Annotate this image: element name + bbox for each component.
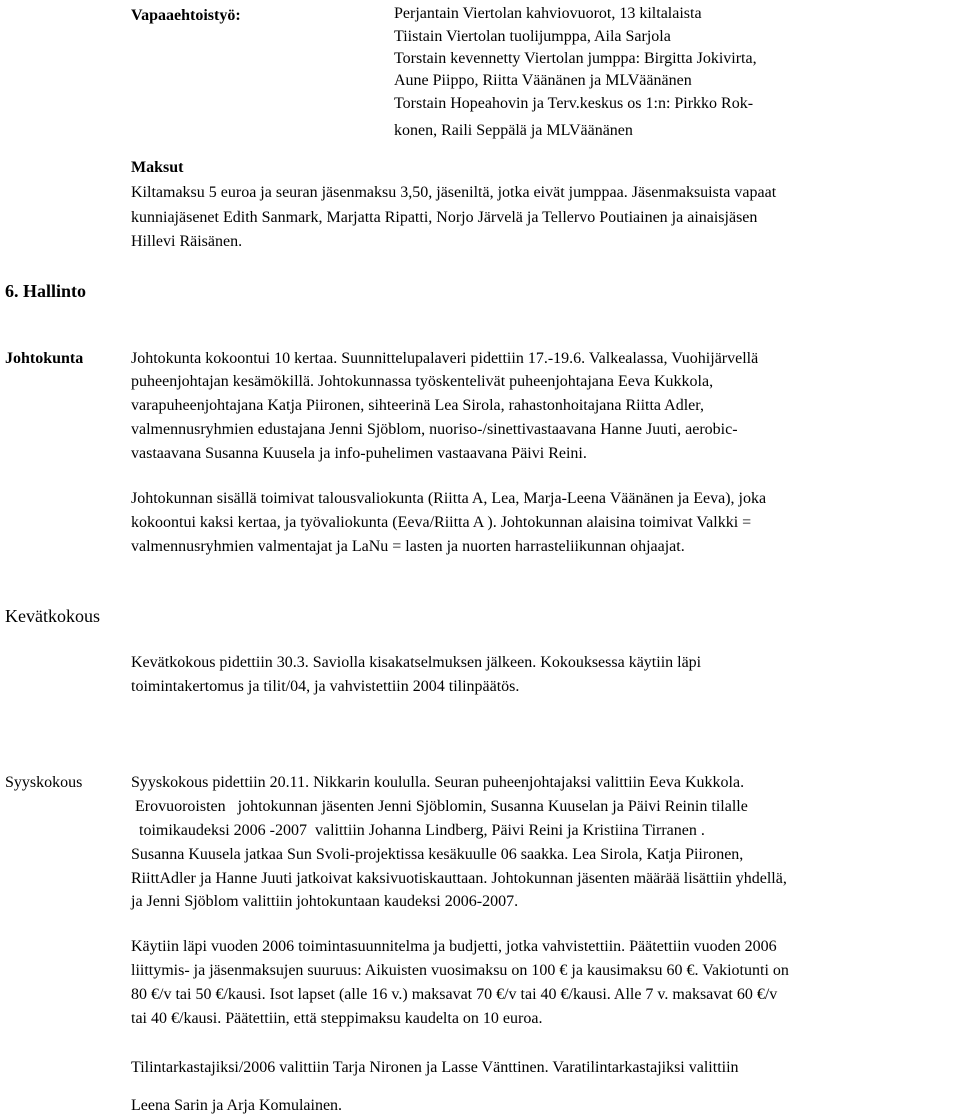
paragraph-line: puheenjohtajan kesämökillä. Johtokunnassa työskentelivät puheenjohtajana Eeva Kukkola, [131,373,714,390]
paragraph-line: varapuheenjohtajana Katja Piironen, sihteerinä Lea Sirola, rahastonhoitajana Riitta Adler, [131,397,704,414]
paragraph-line: kunniajäsenet Edith Sanmark, Marjatta Ripatti, Norjo Järvelä ja Tellervo Poutiainen ja ainaisjäsen [131,209,758,226]
paragraph-line: Susanna Kuusela jatkaa Sun Svoli-projektissa kesäkuulle 06 saakka. Lea Sirola, Katja Piironen, [131,846,744,863]
paragraph-line: valmennusryhmien edustajana Jenni Sjöblom, nuoriso-/sinettivastaavana Hanne Juuti, aerobic- [131,421,738,438]
paragraph-line: Johtokunnan sisällä toimivat talousvaliokunta (Riitta A, Lea, Marja-Leena Väänänen ja Eeva), joka [131,490,767,507]
paragraph-line: RiittAdler ja Hanne Juuti jatkoivat kaksivuotiskauttaan. Johtokunnan jäsenten määrää lisättiin yhdellä, [131,870,787,887]
section-heading-hallinto: 6. Hallinto [5,281,87,301]
list-item: Torstain kevennetty Viertolan jumppa: Birgitta Jokivirta, [394,50,757,67]
list-item: Torstain Hopeahovin ja Terv.keskus os 1:n: Pirkko Rok- [394,95,754,112]
paragraph-line: ja Jenni Sjöblom valittiin johtokuntaan kaudeksi 2006-2007. [131,893,519,910]
paragraph-line: kokoontui kaksi kertaa, ja työvaliokunta (Eeva/Riitta A ). Johtokunnan alaisina toimivat Valkki = [131,514,752,531]
paragraph-line: Leena Sarin ja Arja Komulainen. [131,1097,343,1114]
paragraph-line: valmennusryhmien valmentajat ja LaNu = lasten ja nuorten harrasteliikunnan ohjaajat. [131,538,685,555]
list-item: Aune Piippo, Riitta Väänänen ja MLVäänänen [394,72,692,89]
paragraph-line: toimintakertomus ja tilit/04, ja vahvistettiin 2004 tilinpäätös. [131,678,520,695]
johtokunta-label: Johtokunta [5,350,84,367]
paragraph-line: Käytiin läpi vuoden 2006 toimintasuunnitelma ja budjetti, jotka vahvistettiin. Päätettiin vuoden 2006 [131,938,777,955]
syyskokous-label: Syyskokous [5,774,83,791]
vapaaehtoistyo-label: Vapaaehtoistyö: [131,7,241,24]
paragraph-line: Tilintarkastajiksi/2006 valittiin Tarja Nironen ja Lasse Vänttinen. Varatilintarkastajiksi valittiin [131,1059,739,1076]
maksut-heading: Maksut [131,159,184,176]
paragraph-line: Hillevi Räisänen. [131,233,243,250]
list-item: Tiistain Viertolan tuolijumppa, Aila Sarjola [394,28,671,45]
paragraph-line: Kiltamaksu 5 euroa ja seuran jäsenmaksu 3,50, jäseniltä, jotka eivät jumppaa. Jäsenmaksuista vapaat [131,184,777,201]
kevatkokous-label: Kevätkokous [5,606,100,626]
paragraph-line: tai 40 €/kausi. Päätettiin, että steppimaksu kaudelta on 10 euroa. [131,1010,543,1027]
list-item: konen, Raili Seppälä ja MLVäänänen [394,122,633,139]
paragraph-line: Erovuoroisten johtokunnan jäsenten Jenni Sjöblomin, Susanna Kuuselan ja Päivi Reinin tilalle [131,798,748,815]
list-item: Perjantain Viertolan kahviovuorot, 13 kiltalaista [394,5,702,22]
paragraph-line: vastaavana Susanna Kuusela ja info-puhelimen vastaavana Päivi Reini. [131,445,587,462]
paragraph-line: Syyskokous pidettiin 20.11. Nikkarin koululla. Seuran puheenjohtajaksi valittiin Eeva Kukkola. [131,774,745,791]
paragraph-line: Kevätkokous pidettiin 30.3. Saviolla kisakatselmuksen jälkeen. Kokouksessa käytiin läpi [131,654,702,671]
paragraph-line: Johtokunta kokoontui 10 kertaa. Suunnittelupalaveri pidettiin 17.-19.6. Valkealassa, Vuohijärvellä [131,350,759,367]
paragraph-line: liittymis- ja jäsenmaksujen suuruus: Aikuisten vuosimaksu on 100 € ja kausimaksu 60 €. Vakiotunti on [131,962,789,979]
paragraph-line: 80 €/v tai 50 €/kausi. Isot lapset (alle 16 v.) maksavat 70 €/v tai 40 €/kausi. Alle 7 v. maksavat 60 €/v [131,986,778,1003]
paragraph-line: toimikaudeksi 2006 -2007 valittiin Johanna Lindberg, Päivi Reini ja Kristiina Tirranen . [131,822,705,839]
